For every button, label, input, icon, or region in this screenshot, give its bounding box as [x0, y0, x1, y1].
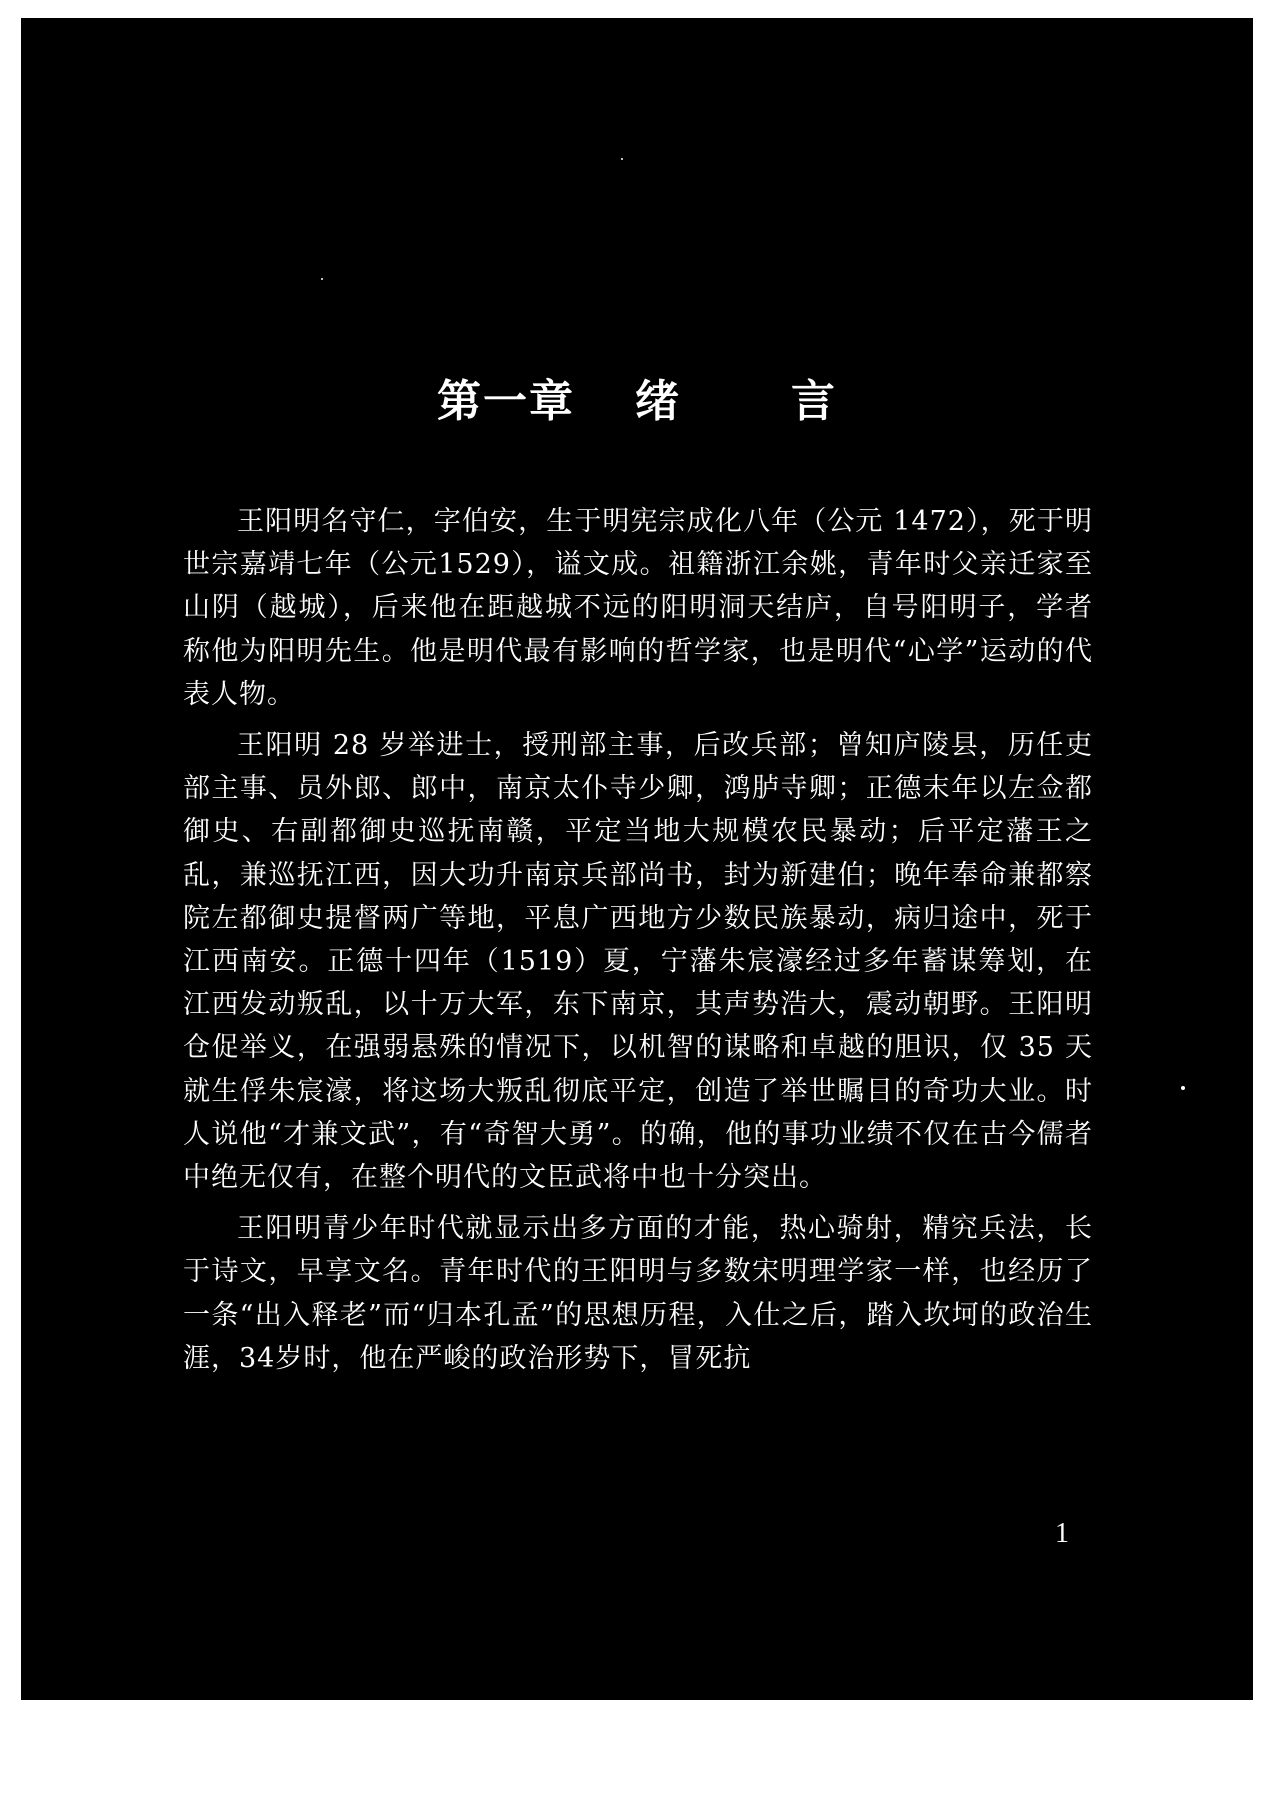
body-text: [183, 500, 1093, 1388]
paragraph-2: 王阳明 28 岁举进士，授刑部主事，后改兵部；曾知庐陵县，历任吏部主事、员外郎、郎中，南京太仆寺少卿，鸿胪寺卿；正德末年以左佥都御史、右副都御史巡抚南赣，平定当地大规模农民暴动；后平定藩王之乱，兼巡抚江西，因大功升南京兵部尚书，封为新建伯；晚年奉命兼都察院左都御史提督两广等地，平息广西地方少数民族暴动，病归途中，死于江西南安。正德十四年（1519）夏，宁藩朱宸濠经过多年蓄谋筹划，在江西发动叛乱，以十万大军，东下南京，其声势浩大，震动朝野。王阳明仓促举义，在强弱悬殊的情况下，以机智的谋略和卓越的胆识，仅 35 天就生俘朱宸濠，将这场大叛乱彻底平定，创造了举世瞩目的奇功大业。时人说他“才兼文武”，有“奇智大勇”。的确，他的事功业绩不仅在古今儒者中绝无仅有，在整个明代的文臣武将中也十分突出。: [183, 730, 1093, 1194]
page-number: 1: [1055, 1518, 1069, 1549]
paragraph-1: 王阳明名守仁，字伯安，生于明宪宗成化八年（公元 1472），死于明世宗嘉靖七年（公元1529），谥文成。祖籍浙江余姚，青年时父亲迁家至山阴（越城），后来他在距越城不远的阳明洞天结庐，自号阳明子，学者称他为阳明先生。他是明代最有影响的哲学家，也是明代“心学”运动的代表人物。: [183, 506, 1093, 710]
scan-speck: [621, 158, 623, 160]
paragraph-3: 王阳明青少年时代就显示出多方面的才能，热心骑射，精究兵法，长于诗文，早享文名。青年时代的王阳明与多数宋明理学家一样，也经历了一条“出入释老”而“归本孔孟”的思想历程，入仕之后，踏入坎坷的政治生涯，34岁时，他在严峻的政治形势下，冒死抗: [183, 1213, 1093, 1374]
chapter-title-char-2: 言: [791, 376, 837, 427]
chapter-number-label: 第一章: [437, 376, 575, 427]
scan-speck: [1181, 1086, 1185, 1090]
scan-speck: [321, 278, 323, 280]
chapter-title-char-1: 绪: [635, 376, 681, 427]
scanned-page: [21, 18, 1253, 1700]
chapter-title: [21, 376, 1253, 427]
